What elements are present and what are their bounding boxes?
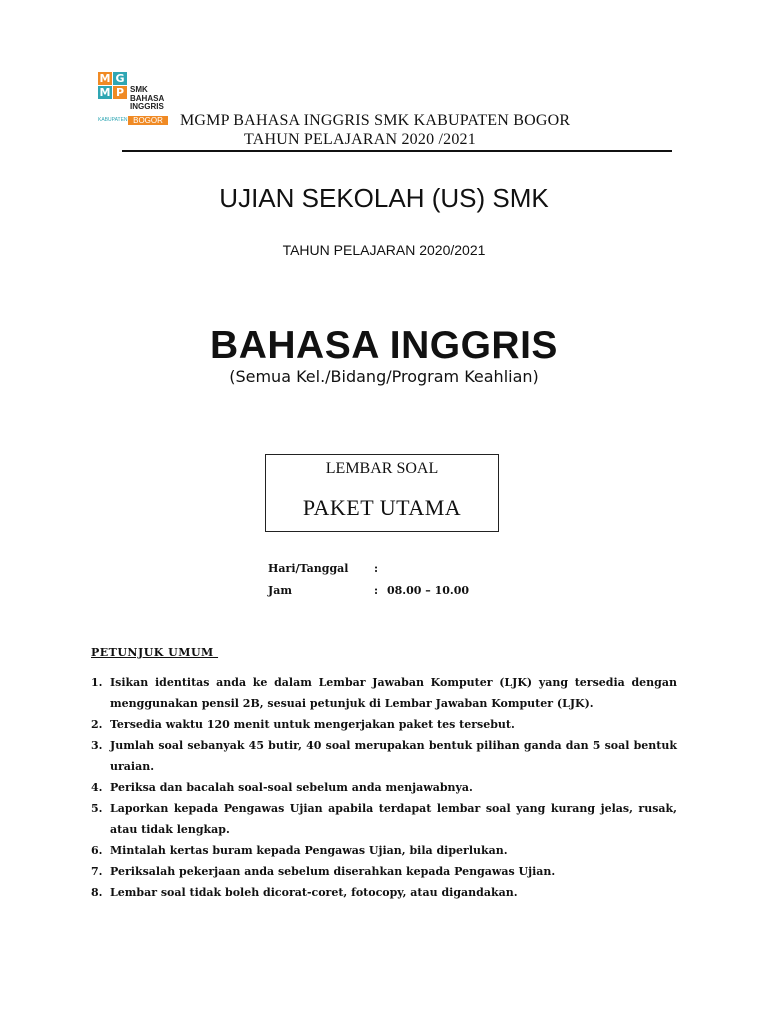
- subject-title: BAHASA INGGRIS: [210, 324, 558, 367]
- item-text: Mintalah kertas buram kepada Pengawas Ujian, bila diperlukan.: [110, 844, 508, 857]
- sheet-box-line-1: LEMBAR SOAL: [325, 460, 439, 477]
- item-number: 7.: [91, 865, 103, 878]
- item-text: Laporkan kepada Pengawas Ujian apabila terdapat lembar soal yang kurang jelas, rusak, atau tidak lengkap.: [110, 802, 677, 836]
- list-item: [91, 735, 677, 777]
- logo-side-text: [130, 86, 174, 112]
- logo-region-small: KABUPATEN: [98, 117, 128, 123]
- item-text: Lembar soal tidak boleh dicorat-coret, fotocopy, atau digandakan.: [110, 886, 518, 899]
- list-item: [91, 777, 677, 798]
- logo-letter-p: P: [113, 86, 127, 99]
- header-divider: [122, 150, 672, 152]
- subject-scope: (Semua Kel./Bidang/Program Keahlian): [229, 367, 539, 386]
- item-text: Jumlah soal sebanyak 45 butir, 40 soal merupakan bentuk pilihan ganda dan 5 soal bentuk uraian.: [110, 739, 677, 773]
- logo-side-line-1: SMK: [130, 85, 148, 94]
- logo-region: BOGOR: [128, 116, 168, 125]
- exam-year: TAHUN PELAJARAN 2020/2021: [282, 242, 486, 258]
- item-text: Periksa dan bacalah soal-soal sebelum anda menjawabnya.: [110, 781, 473, 794]
- item-number: 2.: [91, 718, 103, 731]
- exam-title: UJIAN SEKOLAH (US) SMK: [219, 183, 549, 213]
- mgmp-logo: [98, 72, 172, 130]
- time-value: 08.00 – 10.00: [387, 584, 470, 597]
- logo-letter-m2: M: [99, 86, 111, 99]
- time-label: Jam: [268, 584, 292, 597]
- item-text: Tersedia waktu 120 menit untuk mengerjakan paket tes tersebut.: [110, 718, 515, 731]
- item-number: 5.: [91, 802, 103, 815]
- list-item: [91, 714, 677, 735]
- list-item: [91, 672, 677, 714]
- time-separator: :: [374, 584, 379, 597]
- day-label: Hari/Tanggal: [268, 562, 349, 575]
- list-item: [91, 882, 677, 903]
- question-sheet-box: [265, 454, 499, 532]
- header-line-2: TAHUN PELAJARAN 2020 /2021: [244, 131, 476, 148]
- logo-side-line-3: INGGRIS: [130, 102, 164, 111]
- logo-region-strip: [98, 116, 172, 125]
- list-item: [91, 861, 677, 882]
- item-number: 4.: [91, 781, 103, 794]
- list-item: [91, 840, 677, 861]
- instructions-list: [91, 672, 677, 903]
- instructions-heading: PETUNJUK UMUM: [91, 646, 219, 659]
- sheet-box-line-2: PAKET UTAMA: [302, 495, 462, 520]
- item-number: 3.: [91, 739, 103, 752]
- logo-letter-m1: M: [99, 72, 111, 85]
- item-number: 1.: [91, 676, 103, 689]
- header-line-1: MGMP BAHASA INGGRIS SMK KABUPATEN BOGOR: [180, 112, 571, 129]
- day-separator: :: [374, 562, 379, 575]
- item-number: 6.: [91, 844, 103, 857]
- item-text: Periksalah pekerjaan anda sebelum diserahkan kepada Pengawas Ujian.: [110, 865, 556, 878]
- item-text: Isikan identitas anda ke dalam Lembar Jawaban Komputer (LJK) yang tersedia dengan menggunakan pensil 2B, sesuai petunjuk di Lembar Jawaban Komputer (LJK).: [110, 676, 677, 710]
- logo-letter-g: G: [113, 72, 127, 85]
- list-item: [91, 798, 677, 840]
- item-number: 8.: [91, 886, 103, 899]
- logo-side-line-2: BAHASA: [130, 93, 165, 103]
